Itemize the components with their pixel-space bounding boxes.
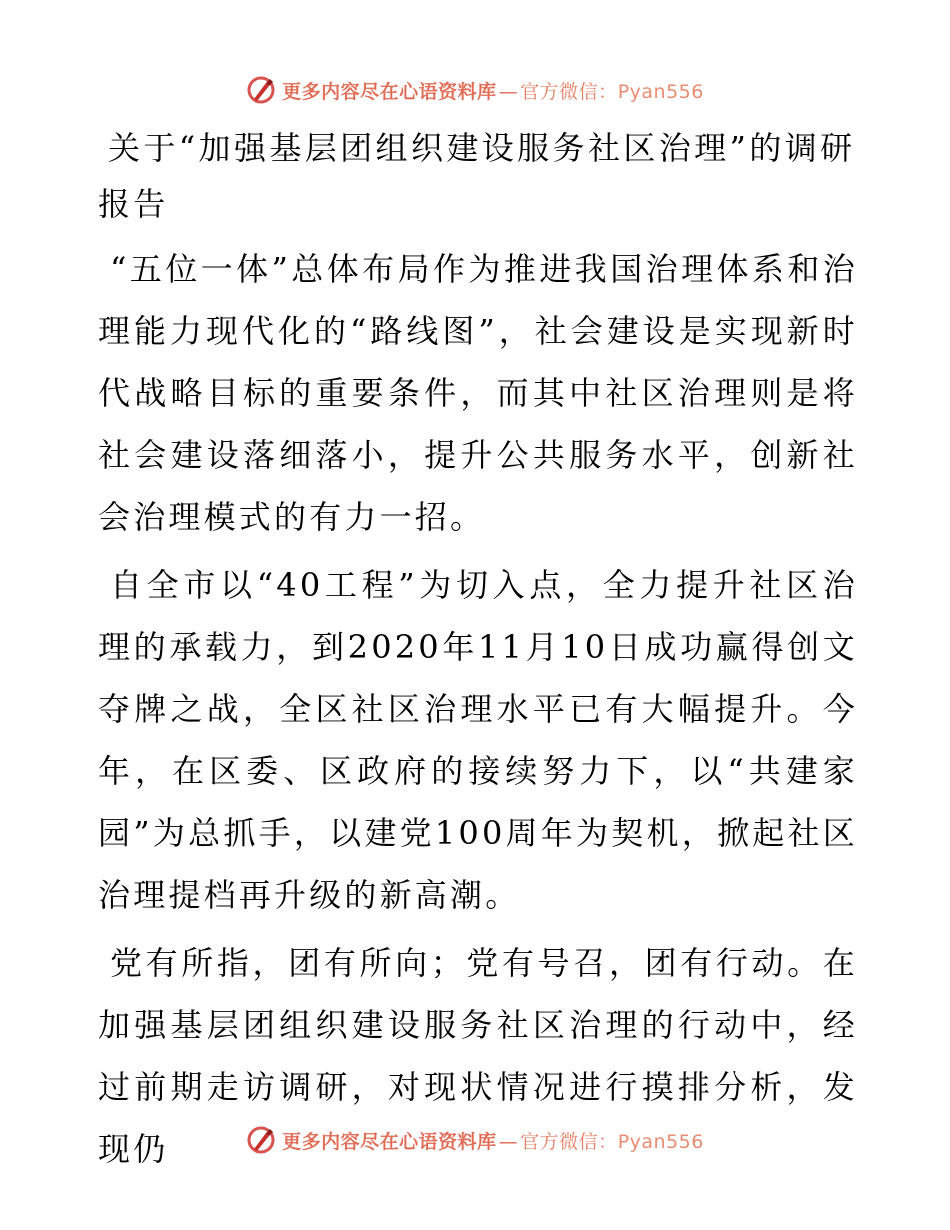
document-body xyxy=(98,120,858,1186)
watermark-account: Pyan556 xyxy=(617,80,704,103)
pen-logo-icon xyxy=(246,75,276,105)
watermark-wechat-label: 官方微信： xyxy=(520,80,618,103)
watermark-main: 更多内容尽在心语资料库 xyxy=(282,1130,497,1153)
paragraph-1: “五位一体”总体布局作为推进我国治理体系和治理能力现代化的“路线图”，社会建设是实现新时代战略目标的重要条件，而其中社区治理则是将社会建设落细落小，提升公共服务水平，创新社会治理模式的有力一招。 xyxy=(98,250,858,536)
watermark-account: Pyan556 xyxy=(617,1130,704,1153)
paragraph-3: 党有所指，团有所向；党有号召，团有行动。在加强基层团组织建设服务社区治理的行动中，经过前期走访调研，对现状情况进行摸排分析，发现仍 xyxy=(98,944,858,1168)
document-title: 关于“加强基层团组织建设服务社区治理”的调研报告 xyxy=(98,129,856,223)
footer-watermark xyxy=(0,1120,950,1160)
watermark-text xyxy=(282,1127,704,1154)
watermark-dash: — xyxy=(498,1130,519,1153)
pen-logo-icon xyxy=(246,1125,276,1155)
watermark-wechat-label: 官方微信： xyxy=(520,1130,618,1153)
paragraph-2: 自全市以“40工程”为切入点，全力提升社区治理的承载力，到2020年11月10日成功赢得创文夺牌之战，全区社区治理水平已有大幅提升。今年，在区委、区政府的接续努力下，以“共建家园”为总抓手，以建党100周年为契机，掀起社区治理提档再升级的新高潮。 xyxy=(98,566,858,914)
watermark-main: 更多内容尽在心语资料库 xyxy=(282,80,497,103)
watermark-dash: — xyxy=(498,80,519,103)
header-watermark xyxy=(0,70,950,110)
watermark-text xyxy=(282,77,704,104)
